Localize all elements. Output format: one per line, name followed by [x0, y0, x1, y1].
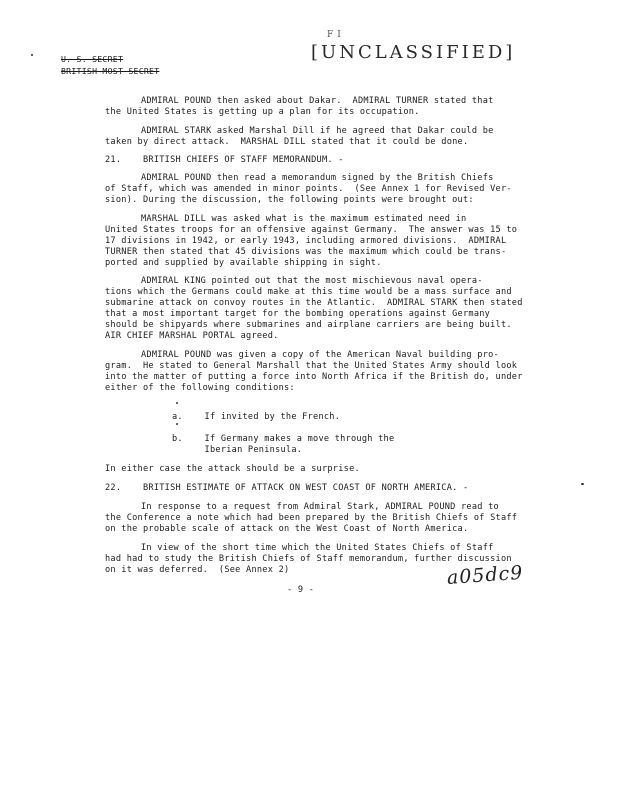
unclassified-stamp: [UNCLASSIFIED] — [311, 42, 516, 63]
paragraph-stark-line-1: ADMIRAL STARK asked Marshal Dill if he agreed that Dakar could be — [141, 126, 494, 136]
paragraph-dill-line-1: MARSHAL DILL was asked what is the maximum estimated need in — [141, 214, 467, 224]
classification-british-most-secret: BRITISH MOST SECRET — [61, 66, 160, 76]
scan-speck — [176, 423, 178, 425]
paragraph-king-line-6: AIR CHIEF MARSHAL PORTAL agreed. — [105, 331, 279, 341]
paragraph-dill-line-4: TURNER then stated that 45 divisions was the maximum which could be trans- — [105, 247, 507, 257]
paragraph-king-line-4: that a most important target for the bombing operations against Germany — [105, 309, 491, 319]
paragraph-west-coast-line-2: the Conference a note which had been prepared by the British Chiefs of Staff — [105, 513, 518, 523]
paragraph-king-line-1: ADMIRAL KING pointed out that the most mischievous naval opera- — [141, 276, 483, 286]
section-21-heading: 21. BRITISH CHIEFS OF STAFF MEMORANDUM. - — [105, 155, 344, 165]
page-number: - 9 - — [287, 585, 315, 595]
paragraph-king-line-5: should be shipyards where submarines and airplane carriers are being built. — [105, 320, 512, 330]
scan-speck — [31, 54, 33, 56]
paragraph-king-line-2: tions which the Germans could make at this time would be a mass surface and — [105, 287, 512, 297]
condition-b-line-2: Iberian Peninsula. — [172, 445, 303, 455]
handwritten-document-id: a05dc9 — [446, 561, 524, 589]
paragraph-naval-program-line-4: either of the following conditions: — [105, 383, 295, 393]
paragraph-memorandum-line-2: of Staff, which was amended in minor points. (See Annex 1 for Revised Ver- — [105, 184, 512, 194]
condition-a: a. If invited by the French. — [172, 412, 341, 422]
paragraph-surprise: In either case the attack should be a surprise. — [105, 464, 360, 474]
paragraph-memorandum-line-3: sion). During the discussion, the following points were brought out: — [105, 195, 474, 205]
paragraph-dill-line-5: ported and supplied by available shipping in sight. — [105, 258, 382, 268]
paragraph-dakar-line-2: the United States is getting up a plan for its occupation. — [105, 107, 420, 117]
condition-b-line-1: b. If Germany makes a move through the — [172, 434, 395, 444]
paragraph-king-line-3: submarine attack on convoy routes in the Atlantic. ADMIRAL STARK then stated — [105, 298, 523, 308]
paragraph-naval-program-line-2: gram. He stated to General Marshall that the United States Army should look — [105, 361, 518, 371]
paragraph-deferred-line-1: In view of the short time which the United States Chiefs of Staff — [141, 543, 494, 553]
paragraph-dill-line-2: United States troops for an offensive against Germany. The answer was 15 to — [105, 225, 518, 235]
paragraph-dakar-line-1: ADMIRAL POUND then asked about Dakar. ADMIRAL TURNER stated that — [141, 96, 494, 106]
paragraph-west-coast-line-3: on the probable scale of attack on the West Coast of North America. — [105, 524, 469, 534]
paragraph-deferred-line-3: on it was deferred. (See Annex 2) — [105, 565, 290, 575]
scan-speck — [176, 402, 178, 404]
paragraph-naval-program-line-1: ADMIRAL POUND was given a copy of the American Naval building pro- — [141, 350, 499, 360]
classification-us-secret: U. S. SECRET — [61, 54, 124, 64]
paragraph-west-coast-line-1: In response to a request from Admiral Stark, ADMIRAL POUND read to — [141, 502, 499, 512]
paragraph-dill-line-3: 17 divisions in 1942, or early 1943, including armored divisions. ADMIRAL — [105, 236, 507, 246]
paragraph-deferred-line-2: had had to study the British Chiefs of Staff memorandum, further discussion — [105, 554, 512, 564]
paragraph-naval-program-line-3: into the matter of putting a force into North Africa if the British do, under — [105, 372, 523, 382]
paragraph-memorandum-line-1: ADMIRAL POUND then read a memorandum signed by the British Chiefs — [141, 173, 494, 183]
scan-speck — [581, 483, 584, 485]
paragraph-stark-line-2: taken by direct attack. MARSHAL DILL stated that it could be done. — [105, 137, 469, 147]
stamp-faded-top: FI — [327, 30, 345, 40]
section-22-heading: 22. BRITISH ESTIMATE OF ATTACK ON WEST COAST OF NORTH AMERICA. - — [105, 483, 469, 493]
